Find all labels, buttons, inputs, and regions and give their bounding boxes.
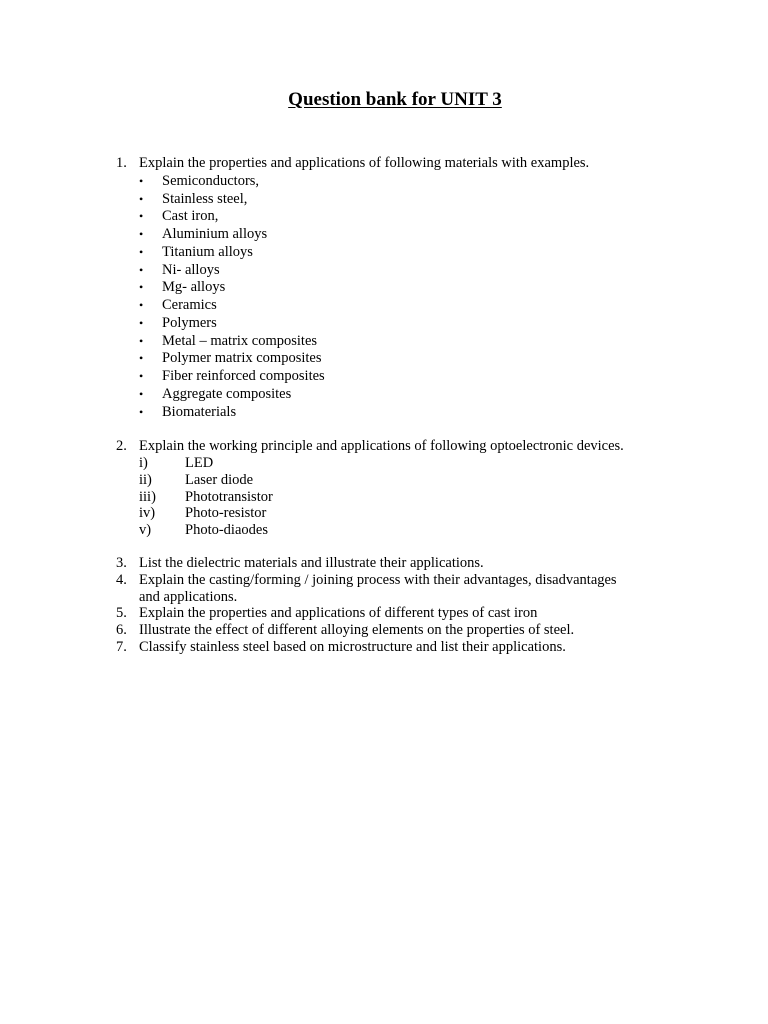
list-item-label: Titanium alloys [162,244,253,260]
list-item-label: Aluminium alloys [162,226,268,242]
list-item-label: Cast iron, [162,208,219,224]
bullet-icon: • [139,174,144,188]
question-number: 3. [116,555,127,571]
bullet-icon: • [139,316,144,330]
list-item-label: Semiconductors, [162,173,260,189]
list-item-label: Biomaterials [162,404,237,420]
list-item-label: Ni- alloys [162,262,220,278]
question-text: Illustrate the effect of different alloying elements on the properties of steel. [139,622,575,638]
list-item-label: Phototransistor [185,489,273,505]
list-item-label: Photo-resistor [185,505,267,521]
question-number: 6. [116,622,127,638]
roman-numeral: iv) [139,505,156,521]
bullet-icon: • [139,351,144,365]
bullet-icon: • [139,298,144,312]
question-text: Classify stainless steel based on microstructure and list their applications. [139,639,566,655]
list-item-label: Metal – matrix composites [162,333,318,349]
question-number: 1. [116,155,127,171]
question-number: 5. [116,605,127,621]
list-item-label: Polymers [162,315,217,331]
bullet-icon: • [139,280,144,294]
roman-numeral: v) [139,522,152,538]
roman-numeral: ii) [139,472,152,488]
question-text: Explain the properties and applications of following materials with examples. [139,155,590,171]
list-item-label: Laser diode [185,472,254,488]
question-number: 2. [116,438,127,454]
question-number: 4. [116,572,127,588]
list-item-label: Photo-diaodes [185,522,268,538]
question-text: Explain the properties and applications of different types of cast iron [139,605,538,621]
list-item-label: Aggregate composites [162,386,292,402]
roman-numeral: iii) [139,489,156,505]
list-item-label: Ceramics [162,297,217,313]
question-text: Explain the working principle and applications of following optoelectronic devices. [139,438,624,454]
question-text: and applications. [139,589,238,605]
bullet-icon: • [139,405,144,419]
bullet-icon: • [139,209,144,223]
bullet-icon: • [139,227,144,241]
roman-numeral: i) [139,455,148,471]
list-item-label: Polymer matrix composites [162,350,322,366]
list-item-label: Fiber reinforced composites [162,368,325,384]
question-text: Explain the casting/forming / joining process with their advantages, disadvantages [139,572,617,588]
bullet-icon: • [139,192,144,206]
bullet-icon: • [139,263,144,277]
bullet-icon: • [139,334,144,348]
question-number: 7. [116,639,127,655]
bullet-icon: • [139,245,144,259]
question-text: List the dielectric materials and illustrate their applications. [139,555,484,571]
bullet-icon: • [139,369,144,383]
page-title: Question bank for UNIT 3 [288,89,502,110]
list-item-label: Stainless steel, [162,191,248,207]
bullet-icon: • [139,387,144,401]
list-item-label: LED [185,455,214,471]
list-item-label: Mg- alloys [162,279,226,295]
